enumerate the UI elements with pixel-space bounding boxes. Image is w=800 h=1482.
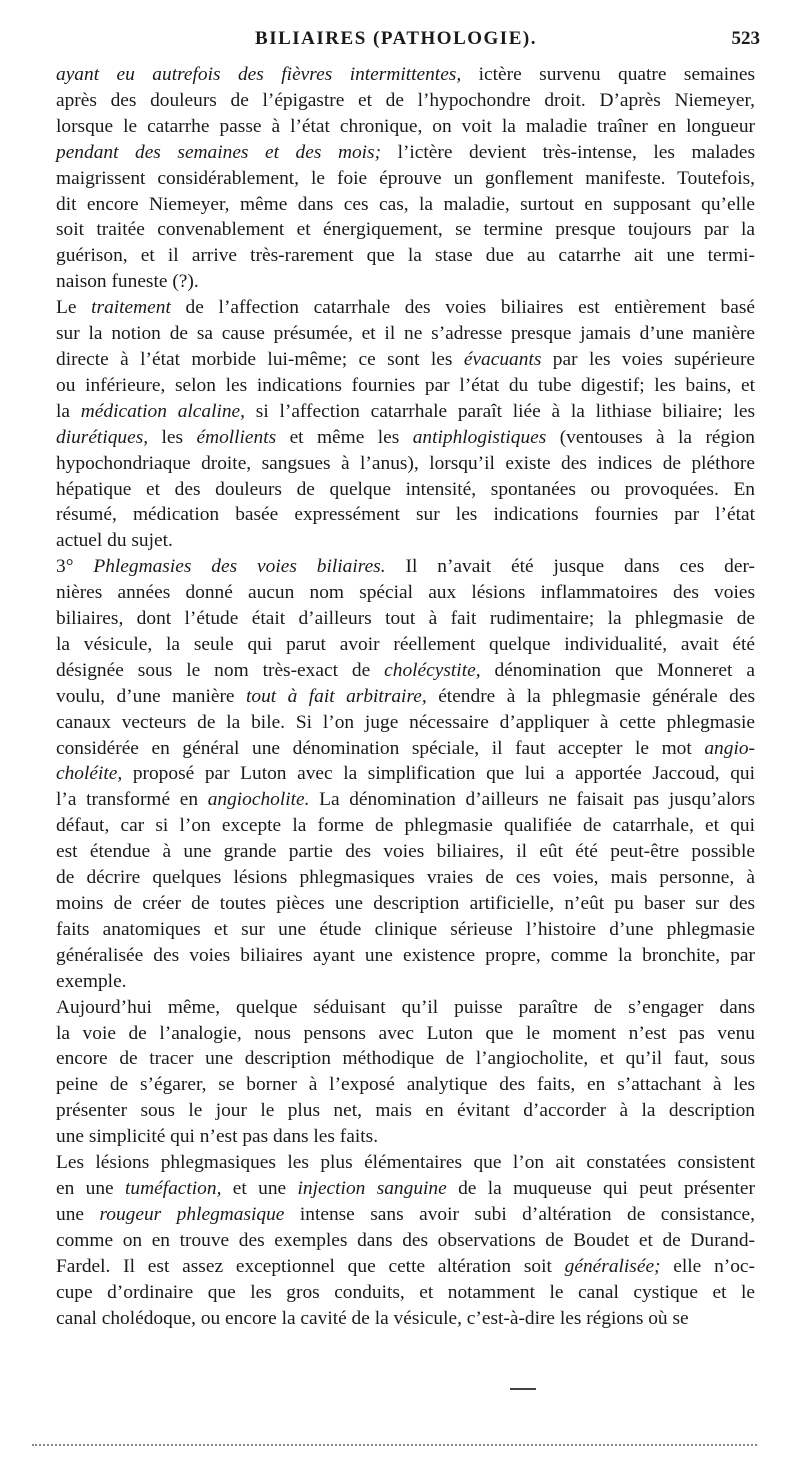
text-line [32, 969, 755, 995]
text-run: Il n’avait été jusque dans ces der- [385, 556, 755, 578]
text-run: hypochondriaque droite, sangsues à l’anus), lorsqu’il existe des indices de pléthore [56, 452, 755, 474]
text-run: désignée sous le nom très-exact de [56, 659, 385, 681]
text-line [32, 88, 755, 114]
text-line [32, 865, 755, 891]
text-line [32, 1254, 755, 1280]
text-run: généralisée des voies biliaires ayant une existence propre, comme la bronchite, par [56, 944, 755, 966]
text-run: de la muqueuse qui peut présenter [446, 1177, 755, 1199]
text-run: comme on en trouve des exemples dans des observations de Boudet et de Durand- [56, 1229, 755, 1251]
text-run: cupe d’ordinaire que les gros conduits, et notamment le canal cystique et le [56, 1281, 755, 1303]
text-line [32, 736, 755, 762]
page-number: 523 [731, 28, 760, 49]
italic-phrase: injection sanguine [297, 1177, 447, 1199]
text-run: une [56, 1203, 100, 1225]
text-run: Fardel. Il est assez exceptionnel que cette altération soit [56, 1255, 565, 1277]
text-run: ictère survenu quatre semaines [461, 64, 756, 85]
text-run: après des douleurs de l’épigastre et de l’hypochondre droit. D’après Niemeyer, [56, 89, 755, 111]
text-line [32, 166, 755, 192]
text-line [32, 295, 755, 321]
text-run: soit traitée convenablement et énergiquement, se termine presque toujours par la [56, 219, 755, 241]
text-run: de l’affection catarrhale des voies biliaires est entièrement basé [170, 297, 755, 319]
text-run: canaux vecteurs de la bile. Si l’on juge nécessaire d’appliquer à cette phlegmasie [56, 711, 755, 733]
text-run: peine de s’égarer, se borner à l’exposé analytique des faits, en s’attachant à les [56, 1074, 755, 1096]
text-line [32, 399, 755, 425]
text-run: elle n’oc- [660, 1255, 755, 1277]
printer-mark [510, 1388, 536, 1390]
text-run: étendre à la phlegmasie générale des [426, 685, 755, 707]
text-line [32, 192, 755, 218]
text-run: naison funeste (?). [56, 271, 199, 293]
italic-phrase: évacuants [463, 348, 542, 370]
body-text [32, 62, 755, 1331]
text-run: proposé par Luton avec la simplification que lui a apportée Jaccoud, qui [122, 763, 755, 785]
text-line [32, 243, 755, 269]
text-run: (ventouses à la région [546, 426, 755, 448]
text-line [32, 217, 755, 243]
text-run: canal cholédoque, ou encore la cavité de la vésicule, c’est-à-dire les régions où se [56, 1307, 689, 1329]
italic-phrase: Phlegmasies des voies biliaires. [93, 556, 386, 578]
text-line [32, 269, 755, 295]
text-line [32, 554, 755, 580]
paragraph [32, 1150, 755, 1331]
italic-phrase: rougeur phlegmasique [99, 1203, 285, 1225]
text-run: considérée en général une dénomination spéciale, il faut accepter le mot [56, 737, 705, 759]
text-line [32, 658, 755, 684]
text-run: la vésicule, la seule qui parut avoir réellement quelque individualité, avait été [56, 633, 755, 655]
text-line [32, 373, 755, 399]
text-line [32, 502, 755, 528]
italic-phrase: ayant eu autrefois des fièvres intermittentes, [56, 64, 462, 85]
text-run: les [148, 426, 197, 448]
text-run: de décrire quelques lésions phlegmasiques vraies de ces voies, mais personne, à [56, 867, 755, 889]
text-line [32, 710, 755, 736]
text-run: Aujourd’hui même, quelque séduisant qu’il puisse paraître de s’engager dans [56, 996, 755, 1018]
text-line [32, 943, 755, 969]
footer-rule [32, 1444, 757, 1446]
text-line [32, 114, 755, 140]
text-line [32, 140, 755, 166]
italic-phrase: antiphlogistiques [412, 426, 547, 448]
text-line [32, 891, 755, 917]
italic-phrase: cholécystite, [384, 659, 481, 681]
text-run: biliaires, dont l’étude était d’ailleurs tout à fait rudimentaire; la phlegmasie de [56, 608, 755, 630]
text-run: exemple. [56, 970, 127, 992]
paragraph [32, 295, 755, 554]
text-run: et même les [276, 426, 413, 448]
text-run: La dénomination d’ailleurs ne faisait pas jusqu’alors [309, 789, 755, 811]
text-run: dénomination que Monneret a [480, 659, 755, 681]
italic-phrase: traitement [91, 297, 171, 319]
text-run: faits anatomiques et sur une étude clinique sérieuse l’histoire d’une phlegmasie [56, 918, 755, 940]
italic-phrase: angiocholite. [207, 789, 310, 811]
italic-phrase: généralisée; [564, 1255, 661, 1277]
italic-phrase: médication alcaline, [80, 400, 246, 422]
text-run: par les voies supérieure [541, 348, 756, 370]
text-line [32, 1072, 755, 1098]
text-line [32, 1021, 755, 1047]
text-run: la voie de l’analogie, nous pensons avec Luton que le moment n’est pas venu [56, 1022, 755, 1044]
text-line [32, 347, 755, 373]
italic-phrase: pendant des semaines et des mois; [56, 141, 382, 163]
text-line [32, 1150, 755, 1176]
text-run: l’ictère devient très-intense, les malades [381, 141, 755, 163]
text-line [32, 1176, 755, 1202]
italic-phrase: tuméfaction, [125, 1177, 222, 1199]
text-run: sur la notion de sa cause présumée, et il ne s’adresse presque jamais d’une manière [56, 323, 755, 345]
text-run: la [56, 400, 81, 422]
text-line [32, 606, 755, 632]
text-line [32, 995, 755, 1021]
text-run: est étendue à une grande partie des voies biliaires, il eût été peut-être possible [56, 841, 755, 863]
text-line [32, 451, 755, 477]
text-run: ou inférieure, selon les indications fournies par l’état du tube digestif; les bains, et [56, 374, 755, 396]
text-run: maigrissent considérablement, le foie éprouve un gonflement manifeste. Toutefois, [56, 167, 755, 189]
text-run: en une [56, 1177, 126, 1199]
text-run: hépatique et des douleurs de quelque intensité, spontanées ou provoquées. En [56, 478, 755, 500]
text-line [32, 761, 755, 787]
text-run: Le [56, 297, 92, 319]
text-run: moins de créer de toutes pièces une description artificielle, n’eût pu baser sur des [56, 893, 755, 914]
text-line [32, 1098, 755, 1124]
text-line [32, 839, 755, 865]
text-line [32, 321, 755, 347]
text-line [32, 1280, 755, 1306]
text-line [32, 528, 755, 554]
text-run: lorsque le catarrhe passe à l’état chronique, on voit la maladie traîner en longueur [56, 115, 755, 137]
text-line [32, 580, 755, 606]
text-run: défaut, car si l’on excepte la forme de phlegmasie qualifiée de catarrhale, et qui [56, 815, 755, 837]
italic-phrase: émollients [196, 426, 277, 448]
text-line [32, 62, 755, 88]
text-line [32, 477, 755, 503]
text-run: voulu, d’une manière [56, 685, 246, 707]
text-line [32, 425, 755, 451]
italic-phrase: diurétiques, [56, 426, 149, 448]
text-run: présenter sous le jour le plus net, mais en évitant d’accorder à la description [56, 1100, 755, 1122]
text-run: encore de tracer une description méthodique de l’angiocholite, et qu’il faut, sous [56, 1048, 755, 1070]
italic-phrase: tout à fait arbitraire, [246, 685, 427, 707]
text-run: intense sans avoir subi d’altération de consistance, [284, 1203, 755, 1225]
text-run: 3° [56, 556, 94, 578]
paragraph [32, 62, 755, 295]
paragraph [32, 995, 755, 1150]
text-line [32, 1202, 755, 1228]
text-line [32, 632, 755, 658]
text-run: directe à l’état morbide lui-même; ce sont les [56, 348, 464, 370]
text-run: Les lésions phlegmasiques les plus élémentaires que l’on ait constatées consistent [56, 1152, 755, 1174]
text-run: et une [221, 1177, 298, 1199]
text-run: si l’affection catarrhale paraît liée à la lithiase biliaire; les [245, 400, 756, 422]
text-run: une simplicité qui n’est pas dans les faits. [56, 1126, 379, 1148]
text-line [32, 813, 755, 839]
text-run: dit encore Niemeyer, même dans ces cas, la maladie, surtout en supposant qu’elle [56, 193, 755, 215]
running-header [32, 28, 760, 58]
text-line [32, 1046, 755, 1072]
text-line [32, 1228, 755, 1254]
text-line [32, 684, 755, 710]
text-run: guérison, et il arrive très-rarement que la stase due au catarrhe ait une termi- [56, 245, 755, 267]
text-line [32, 1124, 755, 1150]
text-line [32, 1306, 755, 1332]
italic-phrase: choléite, [56, 763, 123, 785]
text-run: actuel du sujet. [56, 530, 173, 552]
text-line [32, 917, 755, 943]
text-line [32, 787, 755, 813]
text-run: nières années donné aucun nom spécial aux lésions inflammatoires des voies [56, 582, 755, 604]
paragraph [32, 554, 755, 994]
text-run: l’a transformé en [56, 789, 208, 811]
italic-phrase: angio- [704, 737, 755, 759]
running-title: BILIAIRES (PATHOLOGIE). [255, 28, 537, 49]
text-run: résumé, médication basée expressément sur les indications fournies par l’état [56, 504, 755, 526]
